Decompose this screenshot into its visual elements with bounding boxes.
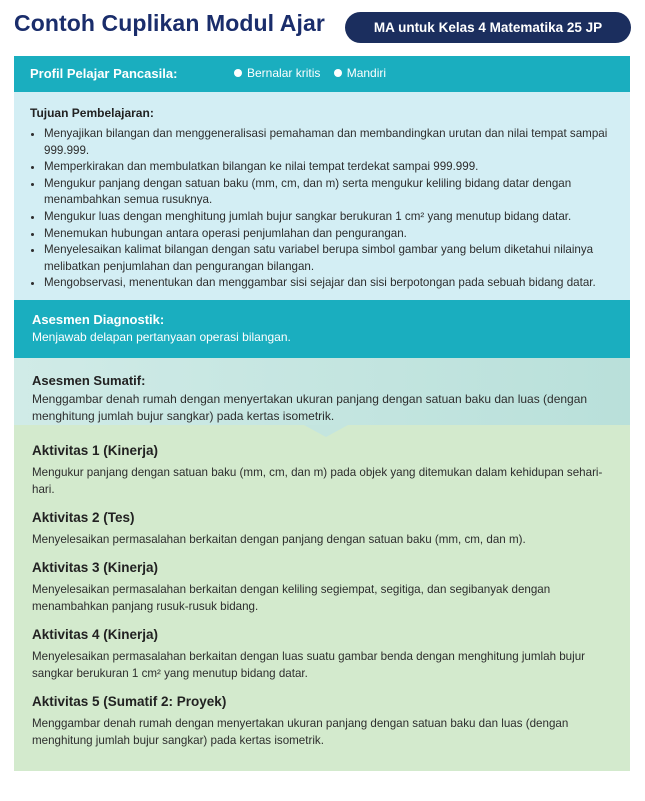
tujuan-list [30, 126, 612, 292]
aktivitas-text: Menyelesaikan permasalahan berkaitan dengan luas suatu gambar benda dengan menghitung jumlah bujur sangkar berukuran 1 cm² yang menutup bidang datar. [32, 650, 586, 680]
list-item: • Menyelesaikan kalimat bilangan dengan satu variabel berupa simbol gambar yang belum diketahui nilainya melibatkan penjumlahan dan pengurangan bilangan. [44, 242, 612, 275]
tujuan-section [14, 92, 630, 300]
aktivitas-title: Aktivitas 1 (Kinerja) [32, 443, 159, 458]
tujuan-heading: Tujuan Pembelajaran: [30, 106, 154, 120]
list-item: • Menemukan hubungan antara operasi penjumlahan dan pengurangan. [44, 226, 612, 243]
list-item: • Mengukur panjang dengan satuan baku (mm, cm, dan m) serta mengukur keliling bidang datar dengan menambahkan semua rusuknya. [44, 176, 612, 209]
aktivitas-section [14, 425, 630, 771]
profil-bar [14, 56, 630, 92]
sumatif-text: Menggambar denah rumah dengan menyertakan ukuran panjang dengan satuan baku dan luas (dengan menghitung jumlah bujur sangkar) pada kertas isometrik. [32, 392, 588, 423]
aktivitas-item [32, 443, 612, 498]
diagnostik-heading: Asesmen Diagnostik: [32, 312, 165, 327]
profil-item: Mandiri [334, 66, 386, 80]
module-card [14, 56, 630, 771]
bullet-dot-icon [334, 69, 342, 77]
aktivitas-item [32, 627, 612, 682]
page-header [0, 0, 645, 52]
list-item: • Mengukur luas dengan menghitung jumlah bujur sangkar berukuran 1 cm² yang menutup bidang datar. [44, 209, 612, 226]
aktivitas-item [32, 560, 612, 615]
aktivitas-text: Menyelesaikan permasalahan berkaitan dengan keliling segiempat, segitiga, dan segibanyak dengan menambahkan panjang rusuk-rusuk bidang. [32, 583, 551, 613]
list-item: • Mengobservasi, menentukan dan menggambar sisi sejajar dan sisi berpotongan pada sebuah bidang datar. [44, 275, 612, 292]
profil-label: Profil Pelajar Pancasila: [30, 66, 178, 81]
aktivitas-item [32, 694, 612, 749]
aktivitas-text: Menggambar denah rumah dengan menyertakan ukuran panjang dengan satuan baku dan luas (dengan menghitung jumlah bujur sangkar) pada kertas isometrik. [32, 717, 569, 747]
aktivitas-title: Aktivitas 3 (Kinerja) [32, 560, 159, 575]
aktivitas-item [32, 510, 612, 548]
aktivitas-title: Aktivitas 5 (Sumatif 2: Proyek) [32, 694, 227, 709]
aktivitas-text: Mengukur panjang dengan satuan baku (mm, cm, dan m) pada objek yang ditemukan dalam kehidupan sehari-hari. [32, 466, 603, 496]
class-badge: MA untuk Kelas 4 Matematika 25 JP [345, 12, 631, 43]
sumatif-heading: Asesmen Sumatif: [32, 373, 146, 388]
list-item: • Memperkirakan dan membulatkan bilangan ke nilai tempat terdekat sampai 999.999. [44, 159, 612, 176]
sumatif-section [14, 358, 630, 425]
page-title: Contoh Cuplikan Modul Ajar [14, 10, 325, 36]
list-item: • Menyajikan bilangan dan menggeneralisasi pemahaman dan membandingkan urutan dan nilai tempat sampai 999.999. [44, 126, 612, 159]
bullet-dot-icon [234, 69, 242, 77]
profil-items [234, 66, 396, 80]
diagnostik-text: Menjawab delapan pertanyaan operasi bilangan. [32, 330, 291, 344]
aktivitas-title: Aktivitas 2 (Tes) [32, 510, 135, 525]
profil-item: Bernalar kritis [234, 66, 320, 80]
aktivitas-text: Menyelesaikan permasalahan berkaitan dengan panjang dengan satuan baku (mm, cm, dan m). [32, 533, 526, 546]
aktivitas-title: Aktivitas 4 (Kinerja) [32, 627, 159, 642]
diagnostik-section [14, 300, 630, 358]
